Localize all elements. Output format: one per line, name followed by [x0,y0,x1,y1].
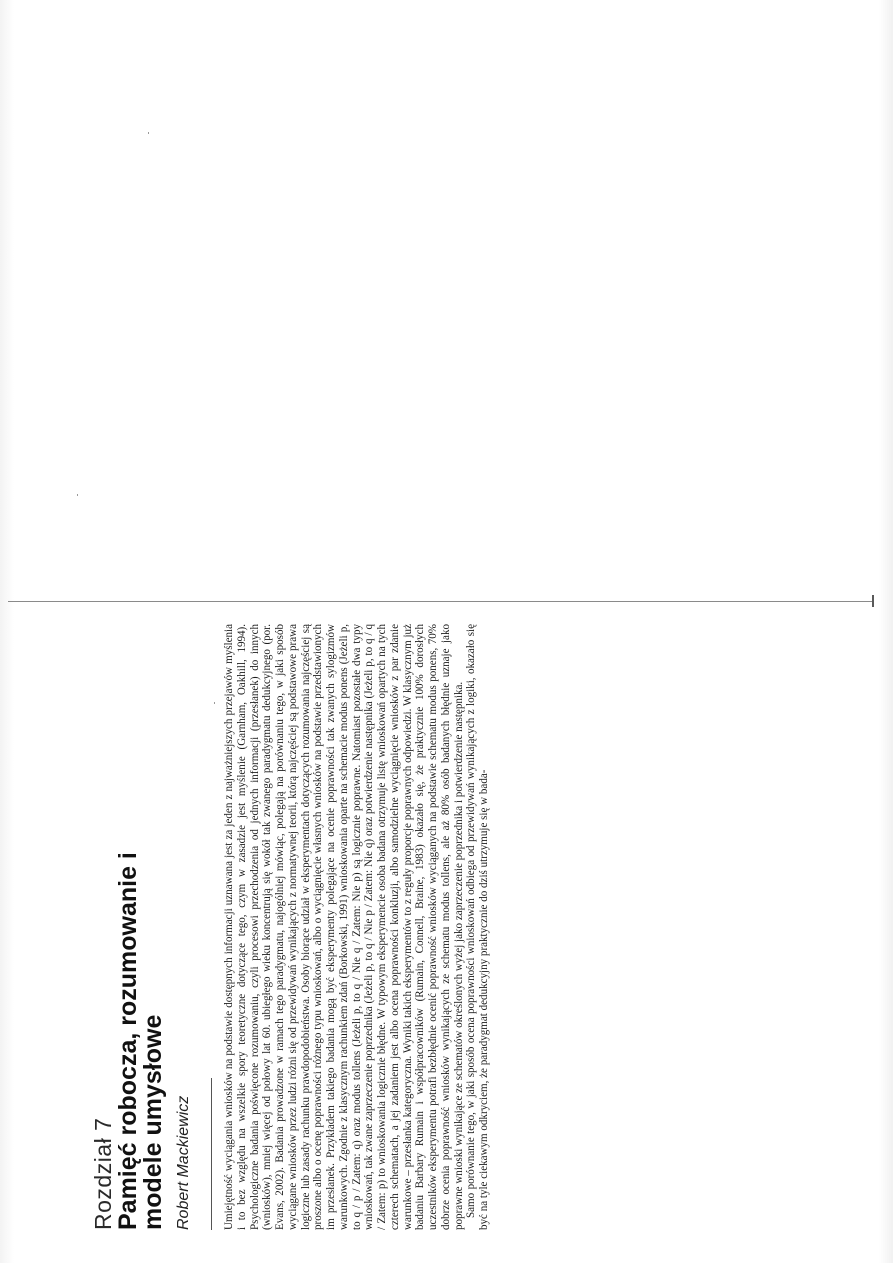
paragraph-1: Umiejętność wyciągania wniosków na podstawie dostępnych informacji uznawana jest za jeden z najważniejszych przejawów myślenia i to bez względu na wszelkie spory teoretyczne dotyczące tego, czym w zasadzie jest myślenie (Garnham, Oakhill, 1994). Psychologiczne badania poświęcone rozumowaniu, czyli procesowi przechodzenia od jednych informacji (przesłanek) do innych (wniosków), mniej więcej od połowy lat 60. ubiegłego wieku koncentrują się wokół tak zwanego paradygmatu dedukcyjnego (por. Evans, 2002). Badania prowadzone w ramach tego paradygmatu, najogólniej mówiąc, polegają na porównaniu tego, w jaki sposób wyciągane wniosków przez ludzi różni się od przewidywań wynikających z normatywnej teorii, którą najczęściej są podstawowe prawa logiczne lub zasady rachunku prawdopodobieństwa. Osoby biorące udział w eksperymentach dotyczących rozumowania najczęściej są proszone albo o ocenę poprawności różnego typu wnioskowań, albo o wyciągnięcie własnych wniosków na podstawie przedstawionych im przesłanek. Przykładem takiego badania mogą być eksperymenty polegające na ocenie poprawności tak zwanych sylogizmów warunkowych. Zgodnie z klasycznym rachunkiem zdań (Borkowski, 1991) wnioskowania oparte na schemacie modus ponens (Jeżeli p, to q / p / Zatem: q) oraz modus tollens (Jeżeli p, to q / Nie q / Zatem: Nie p) są logicznie poprawne. Natomiast pozostałe dwa typy wnioskowań, tak zwane zaprzeczenie poprzednika (Jeżeli p, to q / Nie p / Zatem: Nie q) oraz potwierdzenie następnika (Jeżeli p, to q / q / Zatem: p) to wnioskowania logicznie błędne. W typowym eksperymencie osoba badana otrzymuje listę wnioskowań opartych na tych czterech schematach, a jej zadaniem jest albo ocena poprawności konkluzji, albo samodzielne wyciągnięcie wniosków z par zdanie warunkowe – przesłanka kategoryczna. Wyniki takich eksperymentów to z reguły proporcje poprawnych odpowiedzi. W klasycznym już badaniu Barbary Rumain i współpracowników (Rumain, Connell, Braine, 1983) okazało się, że praktycznie 100% dorosłych uczestników eksperymentu potrafi bezbłędnie ocenić poprawność wniosków wyciąganych na podstawie schematu modus ponens, 70% dobrze ocenia poprawność wniosków wynikających ze schematu modus tollens, ale aż 80% osób badanych błędnie uznaje jako poprawne wnioski wynikające ze schematów określonych wyżej jako zaprzeczenie poprzednika i potwierdzenie następnika. [223,624,465,1230]
scan-speck [148,132,149,134]
rotated-text-block [90,624,720,1254]
chapter-title: Pamięć robocza, rozumowanie i modele umysłowe [114,852,167,1230]
title-rule [211,1078,212,1230]
scan-speck [77,494,78,496]
page-fold-line [8,601,874,602]
paragraph-2: Samo porównanie tego, w jaki sposób ocena poprawności wnioskowań odbiega od przewidywań wynikających z logiki, okazało się być na tyle ciekawym odkryciem, że paradygmat dedukcyjny praktycznie do dziś utrzymuje się w bada- [465,624,490,1230]
chapter-author: Robert Mackiewicz [175,1095,192,1230]
chapter-number: Rozdział 7 [90,1117,116,1230]
body-text [223,624,491,1230]
fold-mark [872,595,874,607]
